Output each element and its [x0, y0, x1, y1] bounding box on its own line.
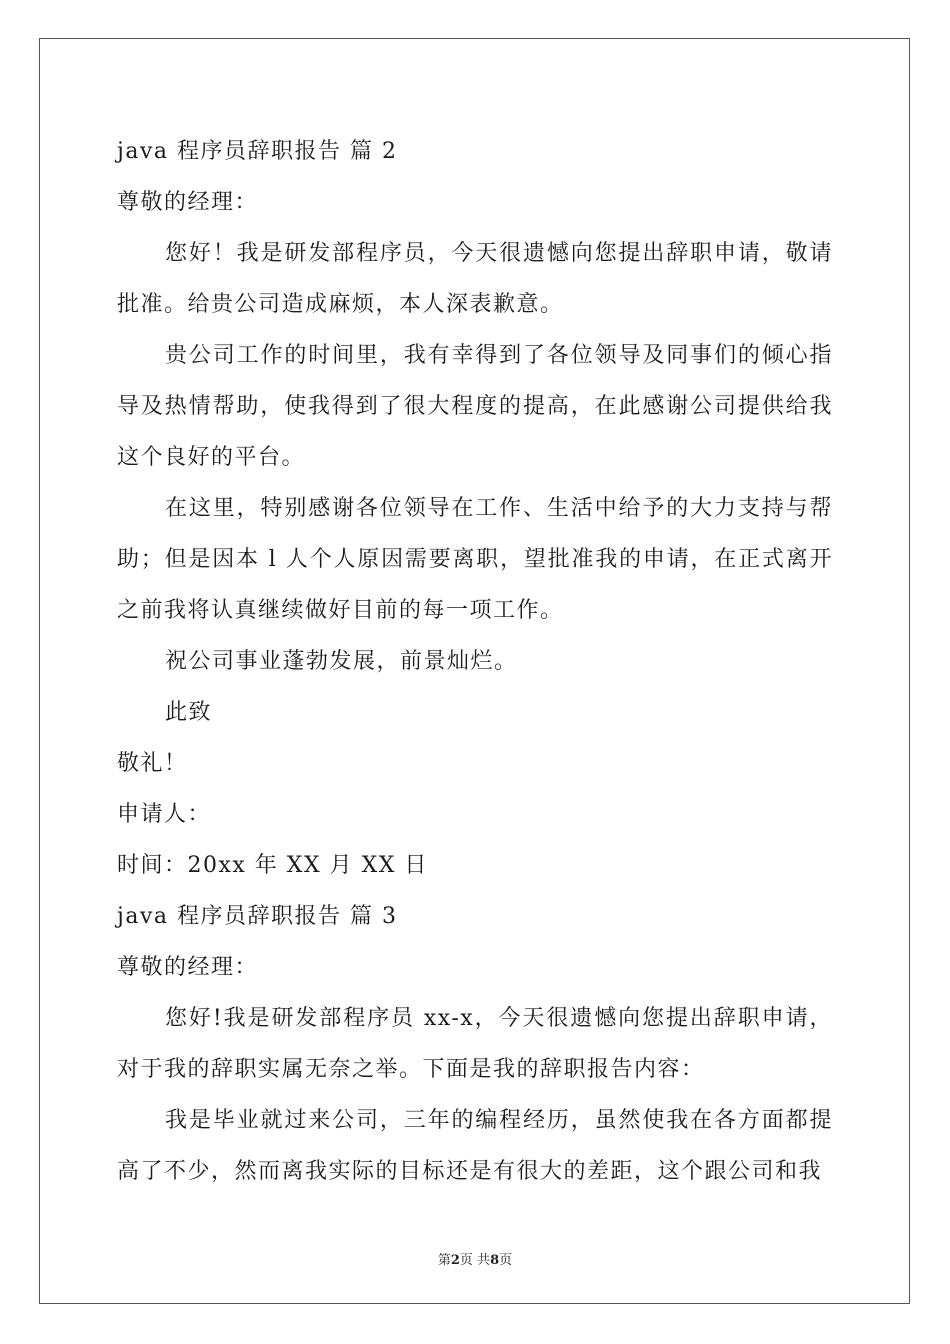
- date-line: 时间：20xx 年 XX 月 XX 日: [117, 853, 428, 878]
- paragraph: 祝公司事业蓬勃发展，前景灿烂。: [165, 649, 518, 674]
- paragraph: 在这里，特别感谢各位领导在工作、生活中给予的大力支持与帮助；但是因本 l 人个人原因需要离职，望批准我的申请，在正式离开之前我将认真继续做好目前的每一项工作。: [117, 496, 833, 623]
- salutation: 尊敬的经理：: [117, 955, 259, 980]
- paragraph: 贵公司工作的时间里，我有幸得到了各位领导及同事们的倾心指导及热情帮助，使我得到了很大程度的提高，在此感谢公司提供给我这个良好的平台。: [117, 343, 833, 470]
- current-page-number: 2: [450, 1253, 460, 1268]
- regards: 敬礼！: [117, 751, 188, 776]
- page-mid: 页 共: [459, 1253, 491, 1268]
- paragraph: 您好!我是研发部程序员 xx-x，今天很遗憾向您提出辞职申请，对于我的辞职实属无奈之举。下面是我的辞职报告内容：: [117, 1006, 833, 1082]
- paragraph: 您好！我是研发部程序员，今天很遗憾向您提出辞职申请，敬请批准。给贵公司造成麻烦，本人深表歉意。: [117, 241, 833, 317]
- page-prefix: 第: [437, 1253, 451, 1268]
- closing: 此致: [165, 700, 213, 725]
- salutation: 尊敬的经理：: [117, 190, 259, 215]
- applicant-label: 申请人：: [117, 802, 212, 827]
- document-body: [117, 126, 833, 1197]
- page-suffix: 页: [499, 1253, 513, 1268]
- section-heading: java 程序员辞职报告 篇 2: [117, 139, 398, 164]
- total-pages-number: 8: [490, 1253, 500, 1268]
- page-footer: [0, 1249, 950, 1268]
- paragraph: 我是毕业就过来公司，三年的编程经历，虽然使我在各方面都提高了不少，然而离我实际的目标还是有很大的差距，这个跟公司和我: [117, 1108, 833, 1184]
- section-heading: java 程序员辞职报告 篇 3: [117, 904, 398, 929]
